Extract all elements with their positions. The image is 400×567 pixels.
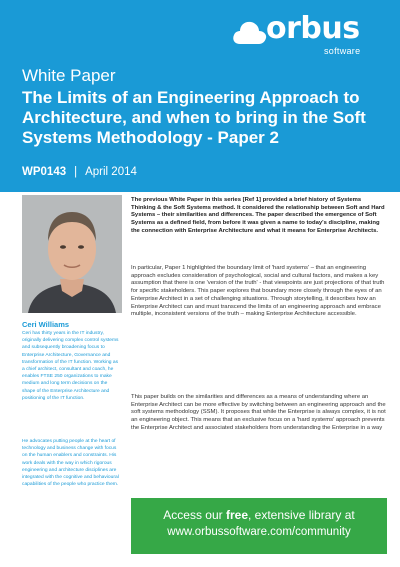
banner-text-bold: free — [225, 508, 248, 522]
orbus-logo — [232, 11, 382, 60]
body-paragraph: This paper builds on the similarities and differences as a means of understanding where an Enterprise Architect can be more effective by switching between an engineering approach and the soft systems methodology (SSM). It proposes that while the Enterprise is always complex, it is not an engineering object. This means that an exclusive focus on a 'hard systems' approach prevents the Enterprise Architect and associated stakeholders from understanding the Enterprise in a way — [131, 394, 386, 431]
logo-wordmark: orbus — [266, 11, 360, 46]
author-portrait — [22, 195, 122, 313]
cloud-icon — [232, 20, 268, 46]
header-band — [0, 0, 400, 192]
community-banner[interactable] — [131, 498, 387, 554]
meta-separator: | — [74, 166, 78, 178]
intro-paragraph: The previous White Paper in this series [Ref 1] provided a brief history of Systems Thinking & the Soft Systems method. It considered the relationship between Soft and Hard Systems – their similarities and differences. The paper described the emergence of Soft Systems as a defined field, from before it was given a name to today's discipline, making the connection with Enterprise Architecture and what it means for Enterprise Architects. — [131, 197, 385, 234]
author-name: Ceri Williams — [22, 320, 70, 329]
banner-text-before: Access our — [163, 508, 226, 522]
document-meta — [22, 166, 137, 178]
banner-headline — [131, 508, 387, 522]
community-link[interactable]: www.orbussoftware.com/community — [167, 526, 351, 538]
logo-tagline: software — [324, 46, 361, 56]
document-code: WP0143 — [22, 166, 67, 178]
banner-text-after: , extensive library at — [248, 508, 355, 522]
document-type: White Paper — [22, 66, 116, 85]
body-paragraph: In particular, Paper 1 highlighted the boundary limit of 'hard systems' – that an engineering approach excludes consideration of psychological, social and cultural factors, and makes a key assumption that there is one 'version of the truth' - that viewpoints are just projections of that truth for specific stakeholders. This paper explores that boundary more closely through the eyes of an Enterprise Architect in a set of challenging situations. Through storytelling, it describes how an Enterprise Architect can and must transcend the limits of an engineering approach and embrace multiple, inconsistent versions of the truth – making Enterprise Architecture accessible. — [131, 265, 385, 318]
document-date: April 2014 — [85, 166, 137, 178]
author-bio-paragraph: He advocates putting people at the heart of technology and business change with focus on the human enablers and constraints. His work deals with the way in which rigorous engineering and architecture disciplines are integrated with the cognitive and behavioural capabilities of the people who practice them. — [22, 439, 119, 488]
document-title: The Limits of an Engineering Approach to Architecture, and when to bring in the Soft Systems Methodology - Paper 2 — [22, 88, 366, 147]
portrait-illustration — [22, 195, 122, 313]
author-bio-paragraph: Ceri has thirty years in the IT industry, originally delivering complex control systems and subsequently broadening focus to Enterprise Architecture, Governance and transformation of the IT function. Working as a chief architect, consultant and coach, he enables FTSE 250 organizations to make medium and long term decisions on the shape of the Enterprise Architecture and positioning of the IT function. — [22, 331, 119, 401]
